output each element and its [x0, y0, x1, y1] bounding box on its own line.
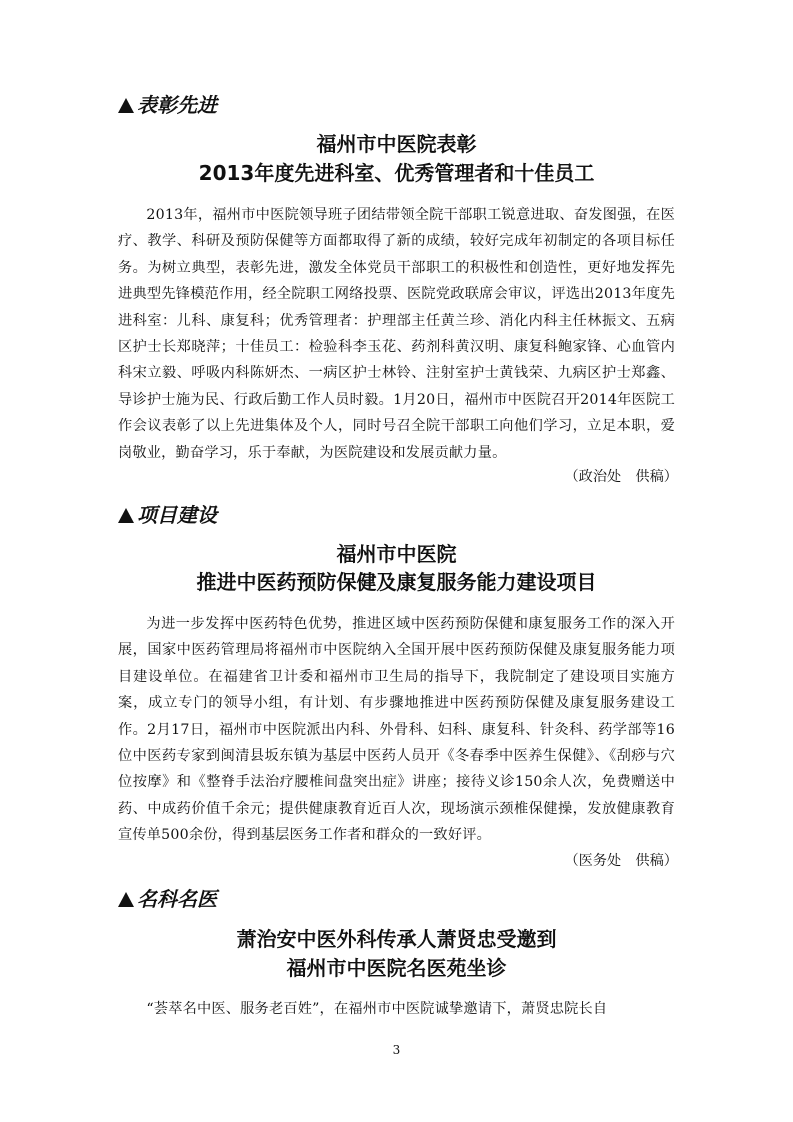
section-heading-text: 表彰先进 — [137, 93, 217, 117]
article-title-line-2: 福州市中医院名医苑坐诊 — [286, 956, 507, 980]
article-credit: （医务处 供稿） — [564, 853, 678, 869]
article-title-line-2: 2013年度先进科室、优秀管理者和十佳员工 — [198, 161, 595, 185]
section-heading-text: 名科名医 — [137, 887, 217, 911]
section-heading-commendation — [118, 92, 217, 118]
article-title-line-1: 福州市中医院表彰 — [316, 132, 477, 156]
section-heading-famous-doctors — [118, 886, 217, 912]
article-credit: （政治处 供稿） — [564, 469, 678, 485]
triangle-bullet-icon — [118, 98, 134, 113]
page-number: 3 — [392, 1043, 401, 1057]
section-heading-text: 项目建设 — [137, 503, 217, 527]
article-body: 为进一步发挥中医药特色优势，推进区域中医药预防保健和康复服务工作的深入开展，国家中医药管理局将福州市中医院纳入全国开展中医药预防保健及康复服务能力项目建设单位。在福建省卫计委和福州市卫生局的指导下，我院制定了建设项目实施方案，成立专门的领导小组，有计划、有步骤地推进中医药预防保健及康复服务建设工作。2月17日，福州市中医院派出内科、外骨科、妇科、康复科、针灸科、药学部等16位中医药专家到闽清县坂东镇为基层中医药人员开《冬春季中医养生保健》、《刮痧与穴位按摩》和《整脊手法治疗腰椎间盘突出症》讲座；接待义诊150余人次，免费赠送中药、中成药价值千余元；提供健康教育近百人次，现场演示颈椎保健操，发放健康教育宣传单500余份，得到基层医务工作者和群众的一致好评。 — [118, 616, 675, 844]
triangle-bullet-icon — [118, 892, 134, 907]
article-body: “荟萃名中医、服务老百姓”，在福州市中医院诚挚邀请下，萧贤忠院长自 — [146, 1001, 608, 1017]
article-title-line-1: 萧治安中医外科传承人萧贤忠受邀到 — [236, 927, 557, 951]
section-heading-project — [118, 502, 217, 528]
article-title-line-1: 福州市中医院 — [336, 542, 457, 566]
triangle-bullet-icon — [118, 508, 134, 523]
article-title-line-2: 推进中医药预防保健及康复服务能力建设项目 — [196, 570, 597, 594]
article-body: 2013年，福州市中医院领导班子团结带领全院干部职工锐意进取、奋发图强，在医疗、教学、科研及预防保健等方面都取得了新的成绩，较好完成年初制定的各项目标任务。为树立典型，表彰先进，激发全体党员干部职工的积极性和创造性，更好地发挥先进典型先锋模范作用，经全院职工网络投票、医院党政联席会审议，评选出2013年度先进科室：儿科、康复科；优秀管理者：护理部主任黄兰珍、消化内科主任林振文、五病区护士长郑晓萍；十佳员工：检验科李玉花、药剂科黄汉明、康复科鲍家锋、心血管内科宋立毅、呼吸内科陈妍杰、一病区护士林铃、注射室护士黄钱荣、九病区护士郑鑫、导诊护士施为民、行政后勤工作人员时毅。1月20日，福州市中医院召开2014年医院工作会议表彰了以上先进集体及个人，同时号召全院干部职工向他们学习，立足本职，爱岗敬业，勤奋学习，乐于奉献，为医院建设和发展贡献力量。 — [118, 207, 675, 461]
